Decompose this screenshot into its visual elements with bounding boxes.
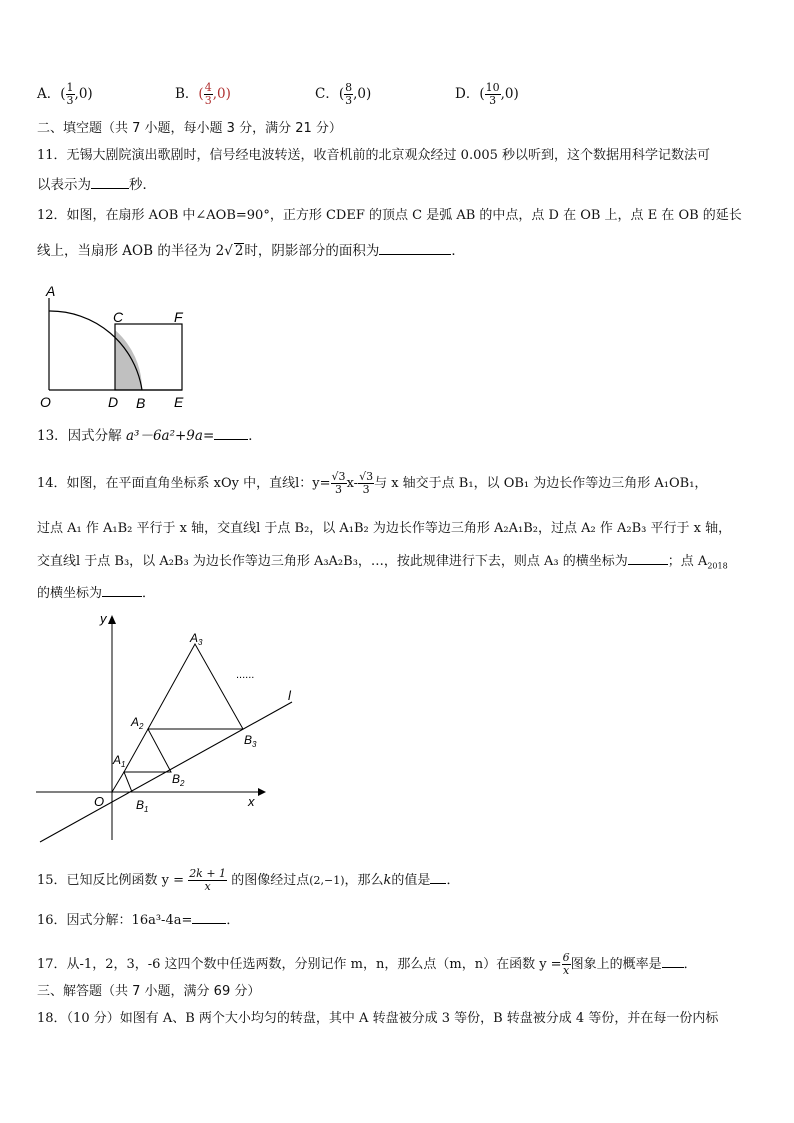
q14-line-3: 交直线l 于点 B₃，以 A₂B₃ 为边长作等边三角形 A₃A₂B₃，…，按此规律进行下去，则点 A₃ 的横坐标为 ；点 $A_{2018}$ [37, 554, 728, 571]
q14-line-2: 过点 A₁ 作 A₁B₂ 平行于 x 轴，交直线l 于点 B₂，以 A₁B₂ 为边长作等边三角形 A₂A₁B₂，过点 A₂ 作 A₂B₃ 平行于 x 轴， [37, 521, 732, 536]
q11-answer-blank[interactable] [91, 176, 129, 189]
q15-fraction: $\frac{2k + 1}{x}$ [189, 867, 227, 893]
label-o: O [40, 394, 51, 410]
option-c: C．( $\frac{8}{3}$ ,0) [315, 81, 372, 107]
option-b: B．( $\frac{4}{3}$ ,0) [175, 81, 231, 107]
q17-fraction: $\frac{6}{x}$ [562, 951, 570, 977]
label-b3: $B_3$ [244, 733, 257, 749]
shaded-region [115, 330, 142, 390]
section-2-heading: 二、填空题（共 7 小题，每小题 3 分，满分 21 分） [37, 121, 342, 136]
q12-line-1: 12．如图，在扇形 AOB 中∠AOB=90°，正方形 CDEF 的顶点 C 是弧 AB 的中点，点 D 在 OB 上，点 E 在 OB 的延长 [37, 208, 742, 223]
label-y: y [100, 611, 107, 626]
q18-line-1: 18．（10 分）如图有 A、B 两个大小均匀的转盘，其中 A 转盘被分成 3 等份，B 转盘被分成 4 等份，并在每一份内标 [37, 1011, 719, 1026]
label-b2: $B_2$ [172, 772, 185, 788]
q13-answer-blank[interactable] [214, 427, 248, 440]
q11-line-1: 11．无锡大剧院演出歌剧时，信号经电波转送，收音机前的北京观众经过 0.005 秒以听到，这个数据用科学记数法可 [37, 148, 711, 163]
q14-answer-blank-2[interactable] [102, 584, 142, 597]
option-c-fraction: $\frac{8}{3}$ [345, 81, 353, 107]
q12-line-2: 线上，当扇形 AOB 的半径为 2√ 2时，阴影部分的面积为 ． [37, 243, 465, 259]
label-origin: O [94, 794, 105, 809]
option-a: A．( $\frac{1}{3}$ ,0) [37, 81, 93, 107]
q14-figure [30, 608, 310, 848]
y-axis-arrow [108, 615, 116, 624]
q14-line-4: 的横坐标为 ． [37, 586, 156, 601]
label-d: D [108, 394, 119, 410]
q15-answer-blank[interactable] [430, 871, 446, 884]
option-d-fraction: $\frac{10}{3}$ [485, 81, 500, 107]
triangle-a2a1b2 [124, 729, 171, 772]
q17: 17．从-1，2，3，-6 这四个数中任选两数，分别记作 m，n，那么点（m，n）在函数 y = $\frac{6}{x}$ 图象上的概率是 ． [37, 951, 697, 977]
q16-answer-blank[interactable] [192, 911, 226, 924]
q17-answer-blank[interactable] [662, 955, 684, 968]
triangle-a3a2b3 [148, 644, 243, 729]
label-b: B [136, 395, 146, 411]
section-3-heading: 三、解答题（共 7 小题，满分 69 分） [37, 984, 261, 999]
label-x: x [248, 794, 255, 809]
q14-answer-blank-1[interactable] [628, 552, 668, 565]
label-a2: $A_2$ [131, 715, 144, 731]
q12-answer-blank[interactable] [379, 242, 451, 255]
label-a3: $A_3$ [190, 631, 203, 647]
option-a-fraction: $\frac{1}{3}$ [66, 81, 74, 107]
dots: ...... [236, 669, 255, 681]
label-a1: $A_1$ [113, 753, 126, 769]
triangle-a1ob1 [112, 772, 132, 792]
x-axis-arrow [258, 788, 266, 796]
q14-frac-1: $\frac{√3}{3}$ [331, 470, 346, 496]
q14-line-1: 14．如图，在平面直角坐标系 xOy 中，直线l：y= $\frac{√3}{3}$ x- $\frac{√3}{3}$ 与 x 轴交于点 B₁，以 OB₁ 为边长作等边三角形 A₁OB₁， [37, 470, 708, 496]
q15: 15．已知反比例函数 y = $\frac{2k + 1}{x}$ 的图像经过点(2,−1)，那么k的值是 ． [37, 867, 460, 893]
label-b1: $B_1$ [136, 798, 149, 814]
option-d: D．( $\frac{10}{3}$ ,0) [455, 81, 519, 107]
q12-sqrt: 2 [234, 243, 244, 259]
q11-line-2: 以表示为 秒． [37, 177, 156, 193]
q14-frac-2: $\frac{√3}{3}$ [359, 470, 374, 496]
label-c: C [113, 309, 124, 325]
label-l: l [288, 688, 291, 703]
label-f: F [174, 309, 183, 325]
option-b-fraction: $\frac{4}{3}$ [204, 81, 212, 107]
q12-figure [36, 280, 196, 412]
q16: 16．因式分解：16a³-4a= ． [37, 913, 240, 928]
q13: 13．因式分解 a³－6a²+9a= ． [37, 428, 262, 444]
label-e: E [174, 394, 184, 410]
label-a: A [46, 283, 56, 299]
